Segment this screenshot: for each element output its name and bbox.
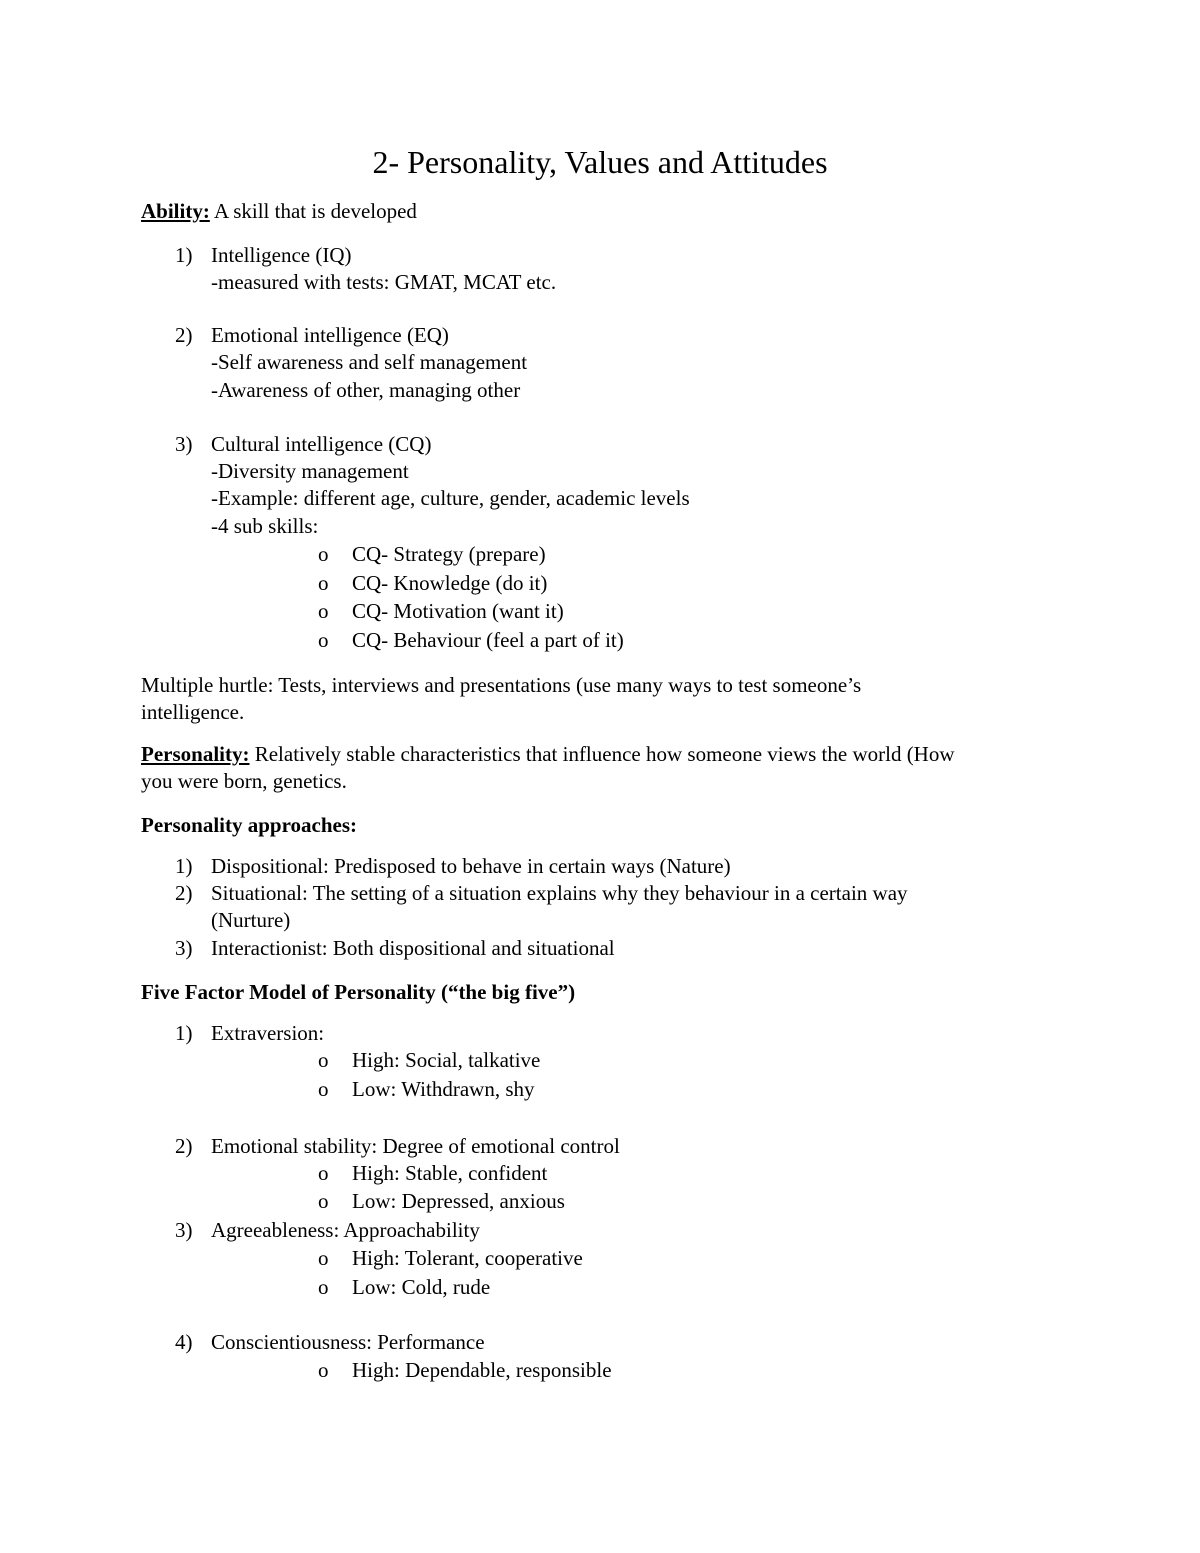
ability-item-line: -Awareness of other, managing other <box>211 378 521 402</box>
personality-definition-cont: you were born, genetics. <box>141 769 347 793</box>
cq-subskill: CQ- Strategy (prepare) <box>352 542 546 566</box>
ability-term: Ability: <box>141 199 210 223</box>
factor-item: Agreeableness: Approachability <box>211 1218 480 1242</box>
bullet-marker: o <box>318 1161 329 1185</box>
approaches-heading: Personality approaches: <box>141 813 358 837</box>
five-factor-heading: Five Factor Model of Personality (“the big five”) <box>141 980 576 1004</box>
approach-item: Situational: The setting of a situation explains why they behaviour in a certain way <box>211 881 908 905</box>
cq-subskill: CQ- Behaviour (feel a part of it) <box>352 628 624 652</box>
factor-bullet: Low: Depressed, anxious <box>352 1189 565 1213</box>
list-number: 2) <box>175 323 193 347</box>
list-number: 3) <box>175 1218 193 1242</box>
ability-definition <box>141 198 417 225</box>
list-number: 2) <box>175 881 193 905</box>
bullet-marker: o <box>318 542 329 566</box>
ability-item-iq: Intelligence (IQ) <box>211 243 352 267</box>
factor-bullet: High: Stable, confident <box>352 1161 548 1185</box>
personality-definition <box>141 741 955 768</box>
ability-item-cq: Cultural intelligence (CQ) <box>211 432 432 456</box>
ability-item-line: -Diversity management <box>211 459 409 483</box>
list-number: 4) <box>175 1330 193 1354</box>
factor-bullet: High: Social, talkative <box>352 1048 541 1072</box>
ability-item-line: -Example: different age, culture, gender, academic levels <box>211 486 690 510</box>
ability-item-line: -Self awareness and self management <box>211 350 528 374</box>
bullet-marker: o <box>318 1275 329 1299</box>
factor-bullet: Low: Cold, rude <box>352 1275 491 1299</box>
factor-bullet: High: Dependable, responsible <box>352 1358 612 1382</box>
personality-term: Personality: <box>141 742 250 766</box>
cq-subskill: CQ- Knowledge (do it) <box>352 571 548 595</box>
multiple-hurtle-line: Multiple hurtle: Tests, interviews and presentations (use many ways to test someone’s <box>141 673 862 697</box>
page-title: 2- Personality, Values and Attitudes <box>372 144 828 180</box>
approach-item: Dispositional: Predisposed to behave in certain ways (Nature) <box>211 854 731 878</box>
ability-item-eq: Emotional intelligence (EQ) <box>211 323 449 347</box>
factor-bullet: Low: Withdrawn, shy <box>352 1077 535 1101</box>
bullet-marker: o <box>318 1358 329 1382</box>
list-number: 1) <box>175 854 193 878</box>
bullet-marker: o <box>318 1189 329 1213</box>
bullet-marker: o <box>318 628 329 652</box>
multiple-hurtle-line: intelligence. <box>141 700 245 724</box>
list-number: 1) <box>175 243 193 267</box>
bullet-marker: o <box>318 1246 329 1270</box>
list-number: 3) <box>175 432 193 456</box>
factor-item: Conscientiousness: Performance <box>211 1330 485 1354</box>
personality-definition-text: Relatively stable characteristics that influence how someone views the world (How <box>254 742 955 766</box>
bullet-marker: o <box>318 599 329 623</box>
approach-item-cont: (Nurture) <box>211 908 291 932</box>
factor-item: Emotional stability: Degree of emotional control <box>211 1134 620 1158</box>
list-number: 1) <box>175 1021 193 1045</box>
cq-subskill: CQ- Motivation (want it) <box>352 599 564 623</box>
list-number: 2) <box>175 1134 193 1158</box>
ability-definition-text: A skill that is developed <box>213 199 417 223</box>
bullet-marker: o <box>318 571 329 595</box>
factor-bullet: High: Tolerant, cooperative <box>352 1246 583 1270</box>
bullet-marker: o <box>318 1077 329 1101</box>
ability-item-line: -measured with tests: GMAT, MCAT etc. <box>211 270 557 294</box>
approach-item: Interactionist: Both dispositional and situational <box>211 936 615 960</box>
bullet-marker: o <box>318 1048 329 1072</box>
factor-item: Extraversion: <box>211 1021 325 1045</box>
ability-item-line: -4 sub skills: <box>211 514 319 538</box>
list-number: 3) <box>175 936 193 960</box>
